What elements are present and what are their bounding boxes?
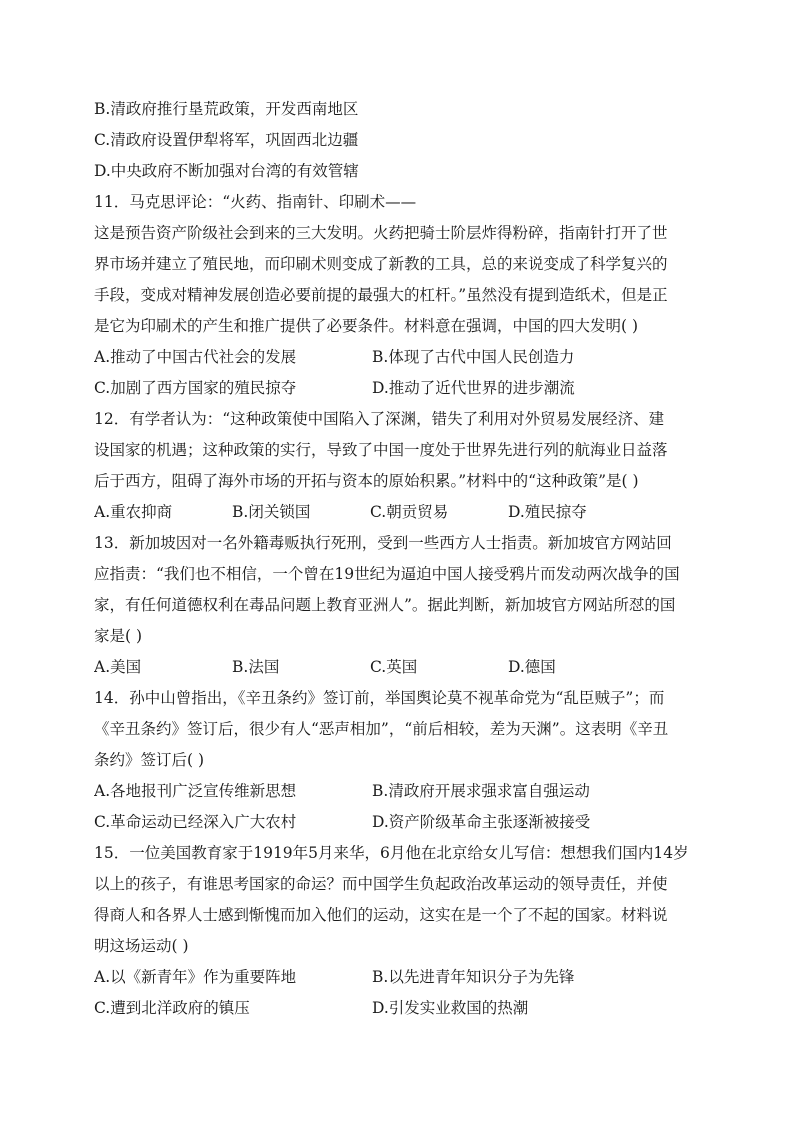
q11-option-d[interactable]: D.推动了近代世界的进步潮流: [372, 379, 575, 397]
question-13: [94, 528, 700, 683]
q12-option-d[interactable]: D.殖民掠夺: [508, 503, 587, 521]
option-row: [94, 342, 700, 373]
question-text-line: 这是预告资产阶级社会到来的三大发明。火药把骑士阶层炸得粉碎，指南针打开了世: [94, 224, 668, 242]
question-12: [94, 404, 700, 528]
question-text-line: 条约》签订后( ): [94, 751, 205, 769]
option-row: [94, 497, 700, 528]
question-11: [94, 187, 700, 404]
question-text-line: 13．新加坡因对一名外籍毒贩执行死刑，受到一些西方人士指责。新加坡官方网站回: [94, 534, 672, 552]
q14-option-b[interactable]: B.清政府开展求强求富自强运动: [372, 782, 590, 800]
q12-option-c[interactable]: C.朝贡贸易: [370, 503, 449, 521]
q14-option-c[interactable]: C.革命运动已经深入广大农村: [94, 813, 297, 831]
q11-option-c[interactable]: C.加剧了西方国家的殖民掠夺: [94, 379, 297, 397]
q14-option-a[interactable]: A.各地报刊广泛宣传维新思想: [94, 782, 297, 800]
question-text-line: 家，有任何道德权利在毒品问题上教育亚洲人”。据此判断，新加坡官方网站所怼的国: [94, 596, 676, 614]
option-row: [94, 373, 700, 404]
question-14: [94, 683, 700, 838]
q14-option-d[interactable]: D.资产阶级革命主张逐渐被接受: [372, 813, 591, 831]
exam-page: [94, 94, 700, 1024]
question-text-line: 得商人和各界人士感到惭愧而加入他们的运动，这实在是一个了不起的国家。材料说: [94, 906, 668, 924]
question-text-line: 家是( ): [94, 627, 143, 645]
question-text-line: 应指责：“我们也不相信，一个曾在19世纪为逼迫中国人接受鸦片而发动两次战争的国: [94, 565, 680, 583]
question-text-line: 手段，变成对精神发展创造必要前提的最强大的杠杆。”虽然没有提到造纸术，但是正: [94, 286, 668, 304]
option-row: [94, 776, 700, 807]
q15-option-b[interactable]: B.以先进青年知识分子为先锋: [372, 968, 575, 986]
question-text-line: 后于西方，阻碍了海外市场的开拓与资本的原始积累。”材料中的“这种政策”是( ): [94, 472, 639, 490]
q12-option-a[interactable]: A.重农抑商: [94, 503, 173, 521]
question-text-line: 是它为印刷术的产生和推广提供了必要条件。材料意在强调，中国的四大发明( ): [94, 317, 639, 335]
q10-option-c[interactable]: C.清政府设置伊犁将军，巩固西北边疆: [94, 131, 359, 149]
q15-option-a[interactable]: A.以《新青年》作为重要阵地: [94, 968, 297, 986]
q15-option-c[interactable]: C.遭到北洋政府的镇压: [94, 999, 250, 1017]
option-row: [94, 652, 700, 683]
q10-option-d[interactable]: D.中央政府不断加强对台湾的有效管辖: [94, 162, 359, 180]
q15-option-d[interactable]: D.引发实业救国的热潮: [372, 999, 529, 1017]
q13-option-d[interactable]: D.德国: [508, 658, 556, 676]
q11-option-b[interactable]: B.体现了古代中国人民创造力: [372, 348, 575, 366]
question-text-line: 明这场运动( ): [94, 937, 189, 955]
question-text-line: 12．有学者认为：“这种政策使中国陷入了深渊，错失了利用对外贸易发展经济、建: [94, 410, 665, 428]
question-text-line: 15．一位美国教育家于1919年5月来华，6月他在北京给女儿写信：想想我们国内14岁: [94, 844, 689, 862]
q13-option-c[interactable]: C.英国: [370, 658, 418, 676]
question-text-line: 设国家的机遇；这种政策的实行，导致了中国一度处于世界先进行列的航海业日益落: [94, 441, 668, 459]
option-row: [94, 807, 700, 838]
q10-option-b[interactable]: B.清政府推行垦荒政策，开发西南地区: [94, 100, 359, 118]
question-15: [94, 838, 700, 1024]
q12-option-b[interactable]: B.闭关锁国: [232, 503, 311, 521]
question-10-remainder: [94, 94, 700, 187]
question-text-line: 界市场并建立了殖民地，而印刷术则变成了新教的工具，总的来说变成了科学复兴的: [94, 255, 668, 273]
question-text-line: 以上的孩子，有谁思考国家的命运？而中国学生负起政治改革运动的领导责任，并使: [94, 875, 668, 893]
question-text-line: 《辛丑条约》签订后，很少有人“恶声相加”，“前后相较，差为天渊”。这表明《辛丑: [94, 720, 669, 738]
option-row: [94, 993, 700, 1024]
q13-option-b[interactable]: B.法国: [232, 658, 280, 676]
q11-option-a[interactable]: A.推动了中国古代社会的发展: [94, 348, 297, 366]
option-row: [94, 962, 700, 993]
question-text-line: 14．孙中山曾指出，《辛丑条约》签订前，举国舆论莫不视革命党为“乱臣贼子”；而: [94, 689, 665, 707]
q13-option-a[interactable]: A.美国: [94, 658, 142, 676]
question-text-line: 11．马克思评论：“火药、指南针、印刷术——: [94, 193, 417, 211]
